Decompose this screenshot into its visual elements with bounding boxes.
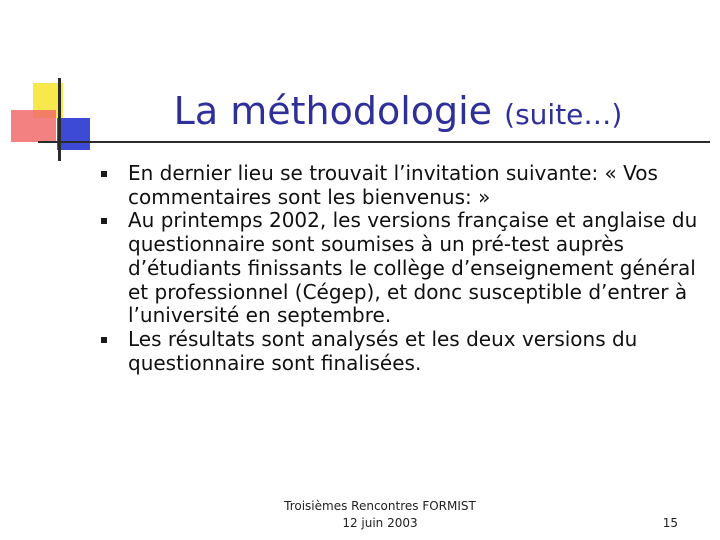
slide-footer bbox=[260, 498, 500, 532]
slide-title-main: La méthodologie bbox=[173, 89, 493, 133]
slide-body bbox=[98, 162, 698, 375]
bullet-text: Les résultats sont analysés et les deux versions du questionnaire sont finalisées. bbox=[128, 326, 638, 375]
bullet-text: En dernier lieu se trouvait l’invitation suivante: « Vos commentaires sont les bienvenus: » bbox=[128, 161, 658, 209]
slide-title bbox=[120, 86, 676, 140]
title-underline bbox=[38, 141, 710, 143]
bullet-item bbox=[98, 209, 698, 328]
bullet-item bbox=[98, 162, 698, 209]
logo-blue-square bbox=[57, 118, 90, 150]
template-logo bbox=[0, 0, 110, 170]
bullet-item bbox=[98, 328, 698, 375]
square-bullet-icon bbox=[101, 337, 107, 343]
page-number: 15 bbox=[662, 516, 678, 530]
square-bullet-icon bbox=[101, 171, 107, 177]
bullet-text: Au printemps 2002, les versions française et anglaise du questionnaire sont soumises à un pré-test auprès d’étudiants finissants le collège d’enseignement général et professionnel (Cégep), et donc susceptible d’entrer à l’université en septembre. bbox=[128, 208, 698, 328]
slide-title-suffix: (suite…) bbox=[504, 98, 623, 131]
square-bullet-icon bbox=[101, 218, 107, 224]
logo-red-square bbox=[11, 110, 56, 142]
footer-event: Troisièmes Rencontres FORMIST bbox=[284, 499, 476, 513]
footer-date: 12 juin 2003 bbox=[342, 516, 418, 530]
logo-vertical-line bbox=[58, 78, 61, 161]
